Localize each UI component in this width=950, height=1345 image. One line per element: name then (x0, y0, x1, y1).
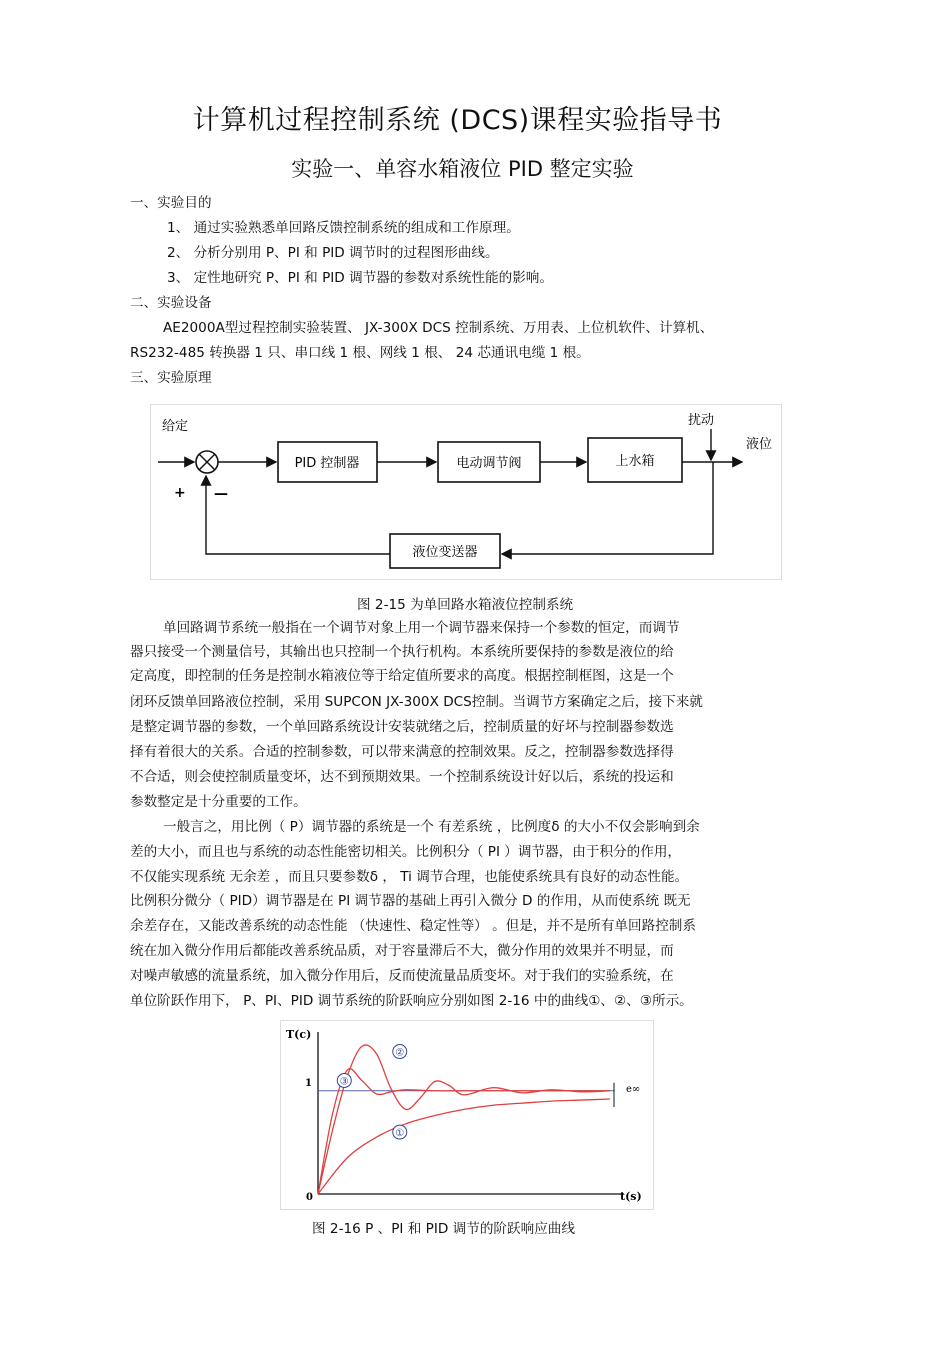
curve-label: ① (395, 1128, 405, 1140)
x-axis-label: t(s) (620, 1190, 642, 1203)
curve-label: ③ (339, 1076, 349, 1088)
paragraph-line: 余差存在，又能改善系统的动态性能 （快速性、稳定性等） 。但是，并不是所有单回路控制系 (130, 918, 696, 934)
paragraph-line: 不仅能实现系统 无余差 ，而且只要参数δ ， Ti 调节合理，也能使系统具有良好的动态性能。 (130, 869, 689, 885)
paragraph-line: 不合适，则会使控制质量变坏，达不到预期效果。一个控制系统设计好以后，系统的投运和 (130, 769, 674, 785)
paragraph-line: 单位阶跃作用下， P、PI、PID 调节系统的阶跃响应分别如图 2-16 中的曲线①、②、③所示。 (130, 993, 693, 1009)
valve-label: 电动调节阀 (456, 456, 522, 471)
pid-controller-label: PID 控制器 (294, 456, 360, 471)
disturbance-label: 扰动 (688, 413, 715, 428)
paragraph-line: 闭环反馈单回路液位控制，采用 SUPCON JX-300X DCS控制。当调节方案确定之后，接下来就 (130, 694, 703, 710)
section2-line: AE2000A型过程控制实验装置、 JX-300X DCS 控制系统、万用表、上位机软件、计算机、 (163, 320, 714, 336)
curve-label: ② (395, 1047, 405, 1059)
setpoint-label: 给定 (162, 419, 189, 434)
figure-caption: 图 2-15 为单回路水箱液位控制系统 (357, 597, 574, 613)
paragraph-line: 单回路调节系统一般指在一个调节对象上用一个调节器来保持一个参数的恒定，而调节 (163, 620, 680, 636)
paragraph-line: 一般言之，用比例（ P）调节器的系统是一个 有差系统 ，比例度δ 的大小不仅会影响到余 (163, 819, 700, 835)
paragraph-line: 比例积分微分（ PID）调节器是在 PI 调节器的基础上再引入微分 D 的作用，从而使系统 既无 (130, 893, 691, 909)
y-axis-label: T(c) (286, 1028, 312, 1041)
tank-label: 上水箱 (615, 454, 655, 469)
transmitter-label: 液位变送器 (412, 545, 478, 560)
block-diagram (150, 404, 782, 580)
plus-sign: + (174, 485, 186, 501)
paragraph-line: 定高度，即控制的任务是控制水箱液位等于给定值所要求的高度。根据控制框图，这是一个 (130, 668, 674, 684)
figure-caption: 图 2-16 P 、PI 和 PID 调节的阶跃响应曲线 (312, 1221, 575, 1237)
paragraph-line: 统在加入微分作用后都能改善系统品质，对于容量滞后不大，微分作用的效果并不明显，而 (130, 943, 674, 959)
paragraph-line: 参数整定是十分重要的工作。 (130, 794, 307, 810)
steady-state-label: e∞ (626, 1084, 641, 1095)
output-label: 液位 (746, 437, 773, 452)
section1-item: 2、 分析分别用 P、PI 和 PID 调节时的过程图形曲线。 (167, 245, 499, 261)
paragraph-line: 对噪声敏感的流量系统，加入微分作用后，反而使流量品质变坏。对于我们的实验系统，在 (130, 968, 674, 984)
step-response-chart (280, 1020, 654, 1210)
paragraph-line: 器只接受一个测量信号，其输出也只控制一个执行机构。本系统所要保持的参数是液位的给 (130, 644, 674, 660)
page-subtitle: 实验一、单容水箱液位 PID 整定实验 (291, 157, 634, 181)
minus-sign: — (214, 486, 228, 502)
section1-item: 3、 定性地研究 P、PI 和 PID 调节器的参数对系统性能的影响。 (167, 270, 553, 286)
paragraph-line: 是整定调节器的参数，一个单回路系统设计安装就绪之后，控制质量的好坏与控制器参数选 (130, 719, 674, 735)
section2-heading: 二、实验设备 (130, 295, 212, 311)
section3-heading: 三、实验原理 (130, 370, 212, 386)
section1-item: 1、 通过实验熟悉单回路反馈控制系统的组成和工作原理。 (167, 220, 520, 236)
paragraph-line: 择有着很大的关系。合适的控制参数，可以带来满意的控制效果。反之，控制器参数选择得 (130, 744, 674, 760)
paragraph-line: 差的大小，而且也与系统的动态性能密切相关。比例积分（ PI ）调节器，由于积分的作用， (130, 844, 682, 860)
origin-label: 0 (306, 1192, 313, 1203)
summing-junction (196, 451, 218, 473)
section1-heading: 一、实验目的 (130, 195, 212, 211)
y-tick-label: 1 (305, 1078, 312, 1089)
section2-line: RS232-485 转换器 1 只、串口线 1 根、网线 1 根、 24 芯通讯电缆 1 根。 (130, 345, 590, 361)
page-title: 计算机过程控制系统 (DCS)课程实验指导书 (192, 105, 723, 136)
